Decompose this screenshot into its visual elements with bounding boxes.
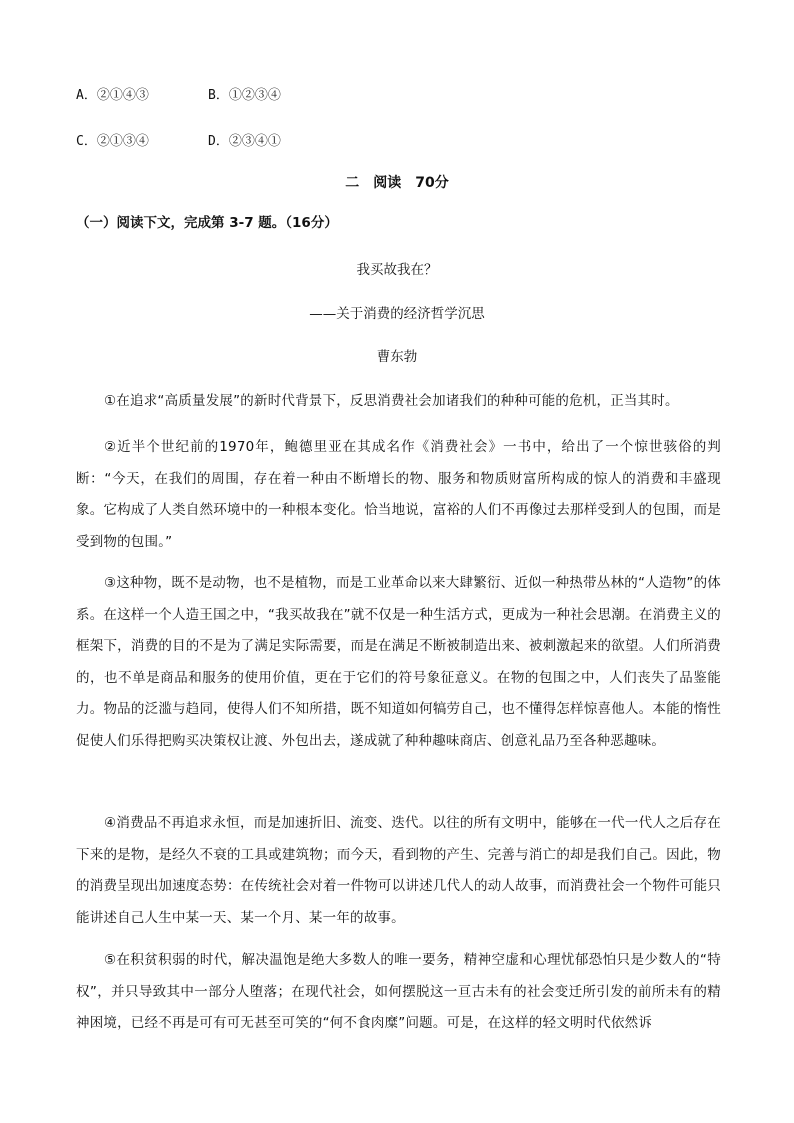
question-instruction: （一）阅读下文，完成第 3-7 题。（16分）: [76, 215, 338, 231]
article-subtitle: ——关于消费的经济哲学沉思: [309, 306, 485, 322]
paragraph-2: ②近半个世纪前的1970年，鲍德里亚在其成名作《消费社会》一书中，给出了一个惊世骇俗的判断：“今天，在我们的周围，存在着一种由不断增长的物、服务和物质财富所构成的惊人的消费和丰盛现象。它构成了人类自然环境中的一种根本变化。恰当地说，富裕的人们不再像过去那样受到人的包围，而是受到物的包围。”: [76, 439, 721, 550]
article-title: 我买故我在？: [356, 262, 438, 278]
section-title: 二 阅读 70分: [345, 175, 449, 191]
option-d: D．②③④①: [208, 134, 281, 149]
paragraph-1: ①在追求“高质量发展”的新时代背景下，反思消费社会加诸我们的种种可能的危机，正当其时。: [104, 393, 679, 409]
paragraph-3: ③这种物，既不是动物，也不是植物，而是工业革命以来大肆繁衍、近似一种热带丛林的“人造物”的体系。在这样一个人造王国之中，“我买故我在”就不仅是一种生活方式，更成为一种社会思潮。在消费主义的框架下，消费的目的不是为了满足实际需要，而是在满足不断被制造出来、被刺激起来的欲望。人们所消费的，也不单是商品和服务的使用价值，更在于它们的符号象征意义。在物的包围之中，人们丧失了品鉴能力。物品的泛滥与趋同，使得人们不知所措，既不知道如何犒劳自己，也不懂得怎样惊喜他人。本能的惰性促使人们乐得把购买决策权让渡、外包出去，遂成就了种种趣味商店、创意礼品乃至各种恶趣味。: [76, 575, 721, 749]
paragraph-4: ④消费品不再追求永恒，而是加速折旧、流变、迭代。以往的所有文明中，能够在一代一代人之后存在下来的是物，是经久不衰的工具或建筑物；而今天，看到物的产生、完善与消亡的却是我们自己。因此，物的消费呈现出加速度态势：在传统社会对着一件物可以讲述几代人的动人故事，而消费社会一个物件可能只能讲述自己人生中某一天、某一个月、某一年的故事。: [76, 815, 721, 926]
option-a: A．②①④③: [76, 88, 149, 103]
option-b: B．①②③④: [208, 88, 281, 103]
option-row-2: [76, 130, 281, 149]
article-author: 曹东勃: [376, 349, 418, 365]
option-c: C．②①③④: [76, 134, 149, 149]
option-row-1: [76, 84, 281, 103]
paragraph-5: ⑤在积贫积弱的时代，解决温饱是绝大多数人的唯一要务，精神空虚和心理忧郁恐怕只是少数人的“特权”，并只导致其中一部分人堕落；在现代社会，如何摆脱这一亘古未有的社会变迁所引发的前所未有的精神困境，已经不再是可有可无甚至可笑的“何不食肉糜”问题。可是，在这样的轻文明时代依然诉: [76, 952, 721, 1031]
